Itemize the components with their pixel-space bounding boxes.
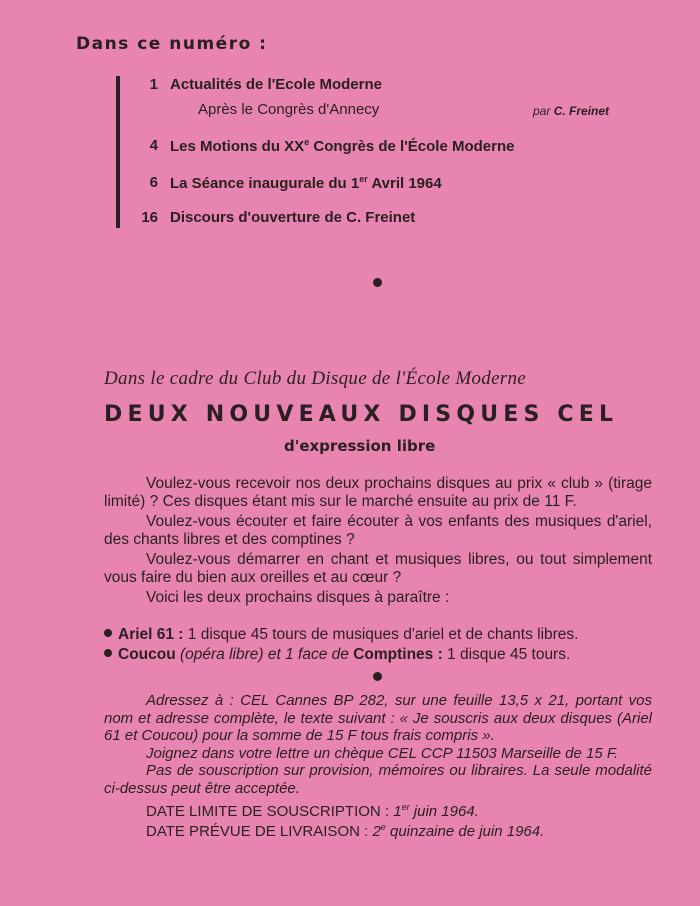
disc-item-coucou: Coucou (opéra libre) et 1 face de Comptines : 1 disque 45 tours. <box>104 646 570 664</box>
paragraph: Pas de souscription sur provision, mémoires ou libraires. La seule modalité ci-dessus peut être acceptée. <box>104 762 652 797</box>
separator-dot <box>373 278 382 287</box>
contents-heading: Dans ce numéro : <box>76 34 268 54</box>
paragraph: Adressez à : CEL Cannes BP 282, sur une feuille 13,5 x 21, portant vos nom et adresse complète, le texte suivant : « Je souscris aux deux disques (Ariel 61 et Coucou) pour la somme de 15 F tous frais compris ». <box>104 692 652 744</box>
toc-title: Discours d'ouverture de C. Freinet <box>170 209 416 226</box>
paragraph: Joignez dans votre lettre un chèque CEL CCP 11503 Marseille de 15 F. <box>146 744 619 762</box>
bullet-icon <box>104 629 112 637</box>
author-prefix: par <box>533 104 551 118</box>
toc-page-number: 4 <box>149 137 158 154</box>
toc-page-number: 6 <box>149 174 158 191</box>
announcement-subtitle: d'expression libre <box>284 437 436 455</box>
order-instructions <box>104 692 652 797</box>
toc-page-number: 16 <box>141 209 158 226</box>
author-name: C. Freinet <box>553 104 610 118</box>
toc-title: Les Motions du XXe Congrès de l'École Moderne <box>170 137 515 155</box>
toc-page-number: 1 <box>149 76 158 93</box>
delivery-date: DATE PRÉVUE DE LIVRAISON : 2e quinzaine de juin 1964. <box>146 822 545 840</box>
paragraph: Voici les deux prochains disques à paraître : <box>146 589 450 606</box>
club-intro: Dans le cadre du Club du Disque de l'École Moderne <box>104 368 527 389</box>
paragraph: Voulez-vous démarrer en chant et musiques libres, ou tout simplement vous faire du bien aux oreilles et au cœur ? <box>104 551 652 586</box>
announcement-title: DEUX NOUVEAUX DISQUES CEL <box>104 402 619 427</box>
paragraph: Voulez-vous écouter et faire écouter à vos enfants des musiques d'ariel, des chants libres et des comptines ? <box>104 513 652 548</box>
toc-title: La Séance inaugurale du 1er Avril 1964 <box>170 174 442 192</box>
toc-item-1-author <box>533 104 609 118</box>
disc-item-ariel: Ariel 61 : 1 disque 45 tours de musiques d'ariel et de chants libres. <box>104 626 578 644</box>
bullet-icon <box>104 649 112 657</box>
subscription-deadline: DATE LIMITE DE SOUSCRIPTION : 1er juin 1964. <box>146 802 479 820</box>
questions-block <box>104 475 652 607</box>
toc-item-1-subtitle: Après le Congrès d'Annecy <box>198 101 380 118</box>
toc-title: Actualités de l'Ecole Moderne <box>170 76 382 93</box>
paragraph: Voulez-vous recevoir nos deux prochains disques au prix « club » (tirage limité) ? Ces disques étant mis sur le marché ensuite au prix de 11 F. <box>104 475 652 510</box>
separator-dot <box>373 672 382 681</box>
